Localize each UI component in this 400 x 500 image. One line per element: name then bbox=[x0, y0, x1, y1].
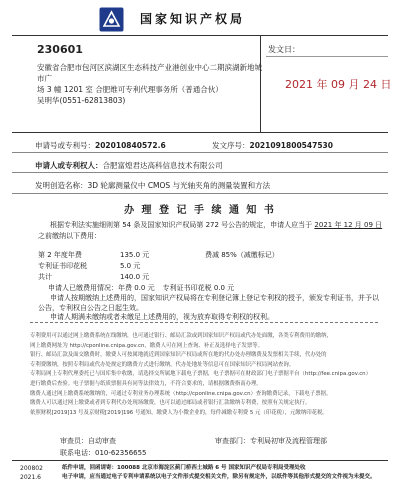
notice-intro bbox=[38, 220, 383, 242]
phone-number: 010-62356655 bbox=[95, 449, 147, 457]
invention-label: 发明创造名称： bbox=[35, 181, 88, 190]
paid-stamp-tax: 专利证书印花税 0.0 元 bbox=[162, 284, 235, 292]
application-number-label: 申请号或专利号： bbox=[35, 141, 95, 150]
document-number-label: 发文序号： bbox=[212, 141, 250, 150]
notice-title: 办 理 登 记 手 续 通 知 书 bbox=[124, 205, 276, 216]
footer-instructions bbox=[62, 464, 387, 481]
notes-divider bbox=[30, 322, 378, 323]
fee-total-amount: 140.0 元 bbox=[120, 273, 150, 281]
footer-line: 纸件申请，回函请寄：100088 北京市海淀区蓟门桥西土城路 6 号 国家知识产权局专利局受理处收 bbox=[62, 465, 306, 471]
cnipa-logo-icon bbox=[99, 7, 124, 32]
department-label: 审查部门： bbox=[215, 437, 250, 445]
document-number: 2021091800547530 bbox=[249, 141, 333, 150]
fee-total-label: 共计 bbox=[38, 273, 52, 281]
address-line: 安徽省合肥市包河区滨湖区生态科技产业港创业中心二期滨湖新地城市广 bbox=[37, 63, 262, 83]
issue-date-stamp: 2021 年 09 月 24 日 bbox=[285, 78, 392, 91]
applicant-row bbox=[35, 160, 223, 171]
examiner-label: 审查员： bbox=[60, 437, 88, 445]
address-line: 吴明华(0551-62813803) bbox=[37, 96, 126, 105]
intro-text-end: 之前缴纳以下费用： bbox=[38, 232, 101, 240]
examiner-row bbox=[60, 436, 116, 446]
payment-notes bbox=[30, 332, 382, 418]
note-line: 专利费用可以通过网上缴费系统在线缴纳，也可通过银行、邮局汇款或到国家知识产权局或代办处面缴，各类专利费用的缴纳， bbox=[30, 333, 332, 339]
recipient-address bbox=[37, 62, 262, 106]
fee-name: 第 2 年度年费 bbox=[38, 251, 82, 259]
date-divider bbox=[266, 56, 388, 57]
department-row bbox=[215, 436, 327, 446]
fee-amount: 5.0 元 bbox=[120, 262, 141, 270]
address-line: 场 3 幢 1201 室 合肥维可专利代理事务所（普通合伙） bbox=[37, 85, 223, 94]
invention-title: 3D 轮廓测量仪中 CMOS 与光轴夹角的测量装置和方法 bbox=[87, 181, 271, 190]
issue-date-label: 发文日： bbox=[268, 45, 300, 54]
header-divider bbox=[12, 132, 388, 133]
row-divider bbox=[12, 193, 388, 194]
fee-name: 专利证书印花税 bbox=[38, 262, 87, 270]
fee-amount: 135.0 元 bbox=[120, 251, 150, 259]
footer-line: 电子申请，应当通过电子专利申请系统以电子文件形式提交相关文件，除另有规定外，以纸件等其他形式提交的文件视为未提交。 bbox=[62, 473, 376, 480]
top-divider bbox=[12, 35, 388, 36]
note-line: 缴费人通过网上缴费系统缴纳的，可通过专利业务办理系统（http://cponline.cnipa.gov.cn）查询缴费记录，下载电子票据。 bbox=[30, 390, 332, 397]
row-divider bbox=[12, 152, 388, 153]
paid-fee-status bbox=[48, 283, 234, 293]
form-number: 200802 bbox=[20, 465, 43, 472]
form-code bbox=[20, 464, 43, 482]
office-title: 国家知识产权局 bbox=[140, 12, 246, 26]
intro-text: 根据专利法实施细则第 54 条及国家知识产权局第 272 号公告的规定，申请人应当于 bbox=[50, 221, 313, 229]
application-number-row bbox=[35, 140, 166, 151]
applicant-label: 申请人或专利权人： bbox=[35, 161, 103, 170]
paid-annual-fee: 申请人已缴费用情况：年费 0.0 元 bbox=[48, 284, 155, 292]
note-line: 银行、邮局汇款及面交缴费时，缴费人可按属地就近到国家知识产权局或所在地的代办处办理缴费及发票相关手续，代办处的 bbox=[30, 352, 327, 359]
row-divider bbox=[12, 172, 388, 173]
abandon-paragraph: 申请人期满未缴纳或者未缴足上述费用的，视为放弃取得专利权的权利。 bbox=[50, 313, 274, 321]
note-line: 进行缴费后查验。电子票据与纸质票据具有同等法律效力，不符合要求的，请根据缴费指南办理。 bbox=[30, 380, 262, 387]
applicant-name: 合肥富煌君达高科信息技术有限公司 bbox=[102, 161, 223, 170]
form-version: 2021.6 bbox=[20, 474, 41, 481]
note-line: 专利局网上专利代理委托已与国库集中收缴，请选择交所属地下载电子票据，电子票据可在财政部门电子票据平台（http://fee.cnipa.gov.cn） bbox=[30, 371, 371, 378]
payment-due-date: 2021 年 12 月 09 日 bbox=[314, 221, 383, 229]
note-line: 缴费人可以通过网上缴费或者到专利代办处现场缴费，也可以通过邮局或者银行汇款缴纳专利费，按照有关规定执行。 bbox=[30, 400, 311, 407]
note-line: 专利费缴纳，按照专利局或代办处规定的缴费方式进行缴纳，代办处地址等信息可在国家知识产权局网站查询。 bbox=[30, 361, 295, 368]
note-line: 网上缴费网址为 http://cponline.cnipa.gov.cn，缴费人可在网上查询、补正及选择电子发票等。 bbox=[30, 342, 263, 349]
address-divider bbox=[260, 36, 261, 132]
examiner-name: 自动审查 bbox=[88, 437, 116, 445]
phone-row bbox=[60, 448, 147, 458]
fee-note: 费减 85%（减缴标记） bbox=[205, 251, 279, 259]
postcode: 230601 bbox=[37, 43, 83, 56]
phone-label: 联系电话： bbox=[60, 449, 95, 457]
grant-paragraph: 申请人按期缴纳上述费用的，国家知识产权局将在专利登记簿上登记专利权的授予，颁发专利证书，并予以公告，专利权自公告之日起生效。 bbox=[38, 294, 379, 312]
note-line: 依照财税[2019]13 号及京财税[2019]196 号通知，缴费人为小微企业的，每件减缴专利费 5 元（印花税），元缴纳印花税。 bbox=[30, 409, 328, 416]
footer-divider bbox=[12, 460, 388, 461]
document-number-row bbox=[212, 140, 333, 151]
invention-row bbox=[35, 180, 270, 191]
application-number: 202010840572.6 bbox=[95, 141, 166, 150]
department-name: 专利局初审及流程管理部 bbox=[250, 437, 327, 445]
